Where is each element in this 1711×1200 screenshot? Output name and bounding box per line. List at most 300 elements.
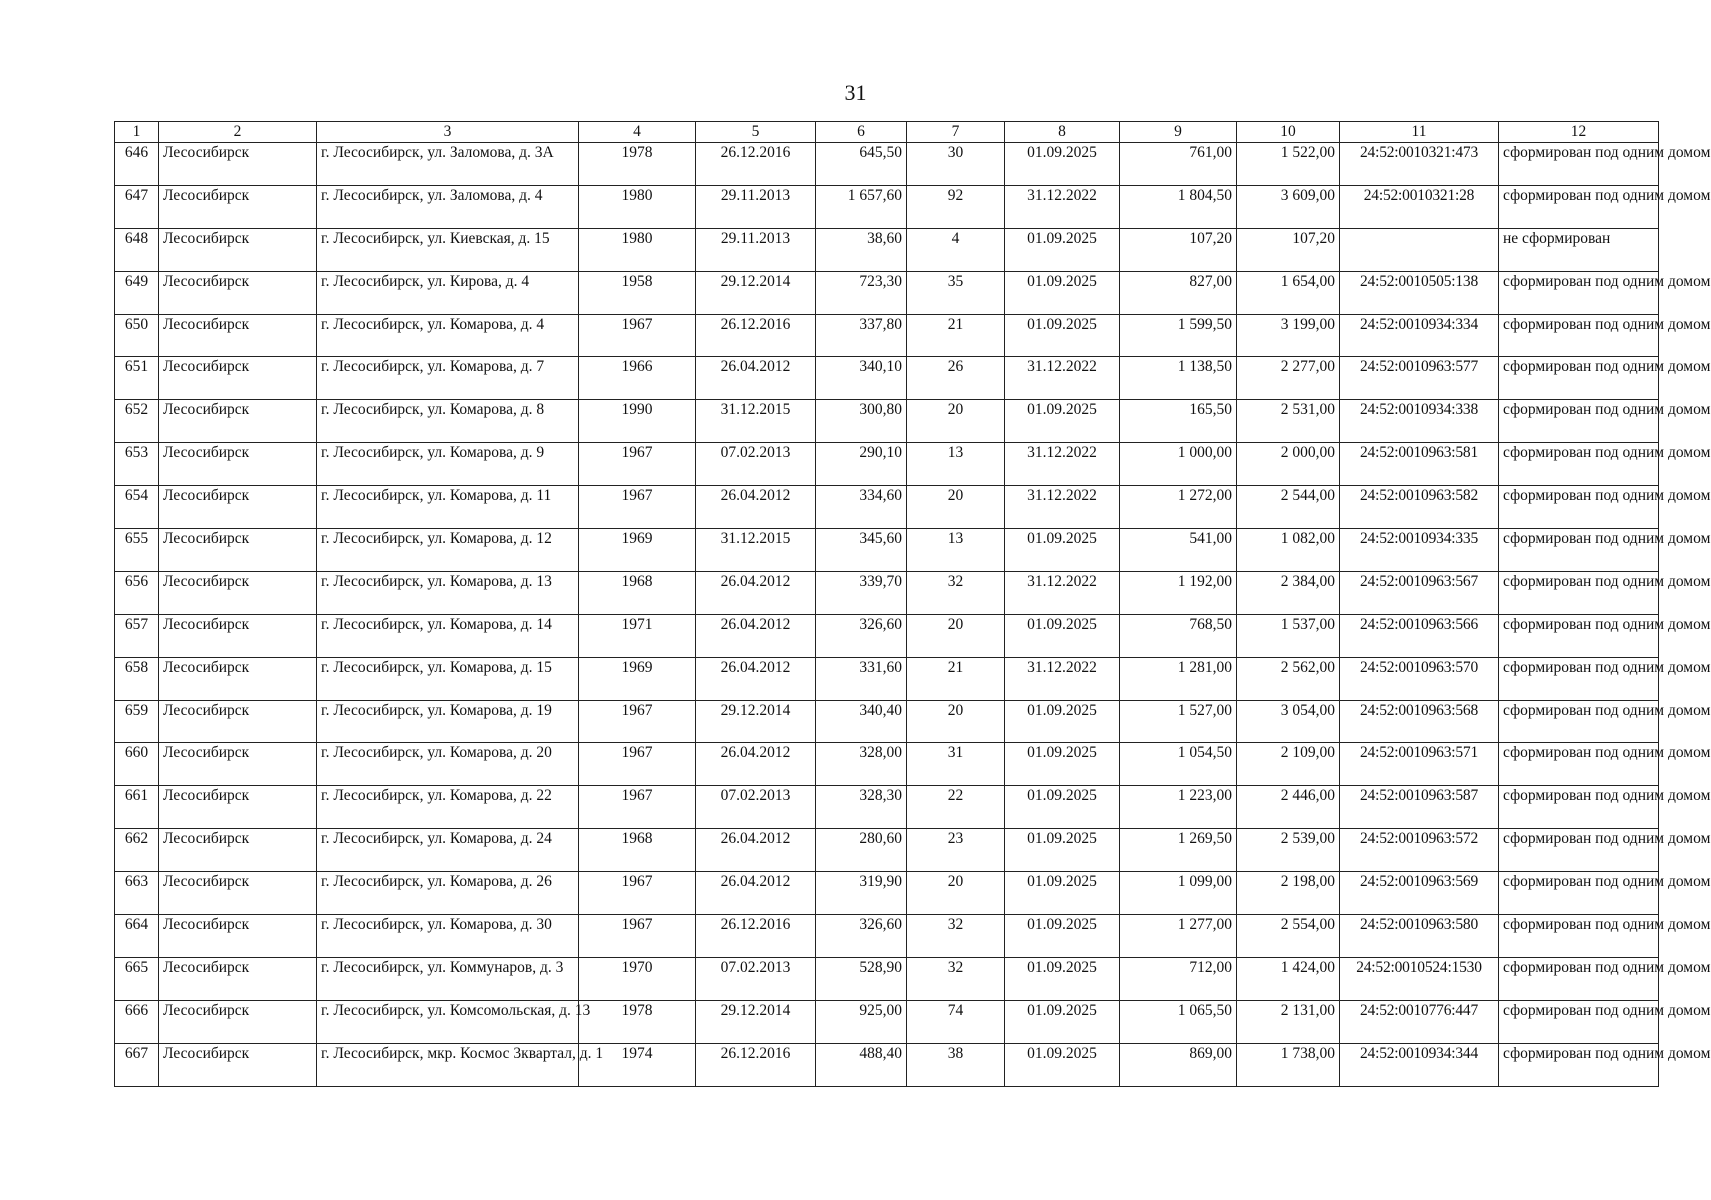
- date-cell: 26.04.2012: [696, 486, 816, 529]
- amount-cell: 1 269,50: [1120, 829, 1237, 872]
- deadline-cell: 01.09.2025: [1005, 872, 1120, 915]
- area-cell: 334,60: [816, 486, 907, 529]
- area-cell: 1 657,60: [816, 185, 907, 228]
- amount-cell: 827,00: [1120, 271, 1237, 314]
- date-cell: 31.12.2015: [696, 529, 816, 572]
- table-row: [115, 614, 1659, 657]
- table-row: [115, 786, 1659, 829]
- date-cell: 26.04.2012: [696, 357, 816, 400]
- address-cell: г. Лесосибирск, ул. Комсомольская, д. 13: [317, 1000, 579, 1043]
- column-header: 10: [1237, 122, 1340, 143]
- cadastral-number-cell: 24:52:0010524:1530: [1340, 957, 1499, 1000]
- amount-cell: 107,20: [1120, 228, 1237, 271]
- status-cell: сформирован под одним домом: [1499, 357, 1659, 400]
- status-cell: сформирован под одним домом: [1499, 571, 1659, 614]
- city-cell: Лесосибирск: [159, 185, 317, 228]
- total-amount-cell: 2 446,00: [1237, 786, 1340, 829]
- address-cell: г. Лесосибирск, ул. Комарова, д. 15: [317, 657, 579, 700]
- table-row: [115, 443, 1659, 486]
- year-cell: 1967: [579, 314, 696, 357]
- year-cell: 1967: [579, 872, 696, 915]
- year-cell: 1978: [579, 143, 696, 186]
- address-cell: г. Лесосибирск, ул. Комарова, д. 11: [317, 486, 579, 529]
- area-cell: 38,60: [816, 228, 907, 271]
- amount-cell: 1 277,00: [1120, 915, 1237, 958]
- total-amount-cell: 3 199,00: [1237, 314, 1340, 357]
- row-number: 655: [115, 529, 159, 572]
- count-cell: 92: [907, 185, 1005, 228]
- area-cell: 328,30: [816, 786, 907, 829]
- count-cell: 13: [907, 529, 1005, 572]
- area-cell: 328,00: [816, 743, 907, 786]
- city-cell: Лесосибирск: [159, 957, 317, 1000]
- table-row: [115, 529, 1659, 572]
- city-cell: Лесосибирск: [159, 143, 317, 186]
- cadastral-number-cell: 24:52:0010776:447: [1340, 1000, 1499, 1043]
- total-amount-cell: 2 562,00: [1237, 657, 1340, 700]
- city-cell: Лесосибирск: [159, 529, 317, 572]
- city-cell: Лесосибирск: [159, 314, 317, 357]
- status-cell: сформирован под одним домом: [1499, 1043, 1659, 1086]
- cadastral-number-cell: 24:52:0010963:567: [1340, 571, 1499, 614]
- count-cell: 74: [907, 1000, 1005, 1043]
- column-header: 7: [907, 122, 1005, 143]
- address-cell: г. Лесосибирск, ул. Комарова, д. 30: [317, 915, 579, 958]
- row-number: 658: [115, 657, 159, 700]
- total-amount-cell: 3 054,00: [1237, 700, 1340, 743]
- page-number: 31: [844, 80, 867, 105]
- deadline-cell: 01.09.2025: [1005, 957, 1120, 1000]
- count-cell: 23: [907, 829, 1005, 872]
- table-row: [115, 271, 1659, 314]
- total-amount-cell: 1 522,00: [1237, 143, 1340, 186]
- deadline-cell: 01.09.2025: [1005, 400, 1120, 443]
- total-amount-cell: 3 609,00: [1237, 185, 1340, 228]
- status-cell: сформирован под одним домом: [1499, 957, 1659, 1000]
- amount-cell: 1 272,00: [1120, 486, 1237, 529]
- year-cell: 1971: [579, 614, 696, 657]
- date-cell: 31.12.2015: [696, 400, 816, 443]
- area-cell: 339,70: [816, 571, 907, 614]
- date-cell: 26.04.2012: [696, 657, 816, 700]
- amount-cell: 869,00: [1120, 1043, 1237, 1086]
- deadline-cell: 01.09.2025: [1005, 700, 1120, 743]
- count-cell: 20: [907, 700, 1005, 743]
- city-cell: Лесосибирск: [159, 614, 317, 657]
- table-row: [115, 829, 1659, 872]
- deadline-cell: 01.09.2025: [1005, 271, 1120, 314]
- status-cell: не сформирован: [1499, 228, 1659, 271]
- total-amount-cell: 2 544,00: [1237, 486, 1340, 529]
- deadline-cell: 31.12.2022: [1005, 657, 1120, 700]
- row-number: 656: [115, 571, 159, 614]
- table-row: [115, 571, 1659, 614]
- address-cell: г. Лесосибирск, ул. Комарова, д. 19: [317, 700, 579, 743]
- city-cell: Лесосибирск: [159, 400, 317, 443]
- deadline-cell: 01.09.2025: [1005, 915, 1120, 958]
- address-cell: г. Лесосибирск, ул. Комарова, д. 24: [317, 829, 579, 872]
- total-amount-cell: 1 654,00: [1237, 271, 1340, 314]
- total-amount-cell: 2 198,00: [1237, 872, 1340, 915]
- address-cell: г. Лесосибирск, ул. Заломова, д. 3А: [317, 143, 579, 186]
- deadline-cell: 01.09.2025: [1005, 314, 1120, 357]
- area-cell: 337,80: [816, 314, 907, 357]
- address-cell: г. Лесосибирск, мкр. Космос 3квартал, д. 1: [317, 1043, 579, 1086]
- status-cell: сформирован под одним домом: [1499, 915, 1659, 958]
- count-cell: 32: [907, 571, 1005, 614]
- column-header: 3: [317, 122, 579, 143]
- count-cell: 20: [907, 614, 1005, 657]
- address-cell: г. Лесосибирск, ул. Комарова, д. 7: [317, 357, 579, 400]
- city-cell: Лесосибирск: [159, 829, 317, 872]
- year-cell: 1967: [579, 743, 696, 786]
- address-cell: г. Лесосибирск, ул. Коммунаров, д. 3: [317, 957, 579, 1000]
- total-amount-cell: 2 109,00: [1237, 743, 1340, 786]
- total-amount-cell: 1 082,00: [1237, 529, 1340, 572]
- row-number: 659: [115, 700, 159, 743]
- row-number: 657: [115, 614, 159, 657]
- year-cell: 1980: [579, 228, 696, 271]
- cadastral-number-cell: 24:52:0010963:580: [1340, 915, 1499, 958]
- table-row: [115, 486, 1659, 529]
- column-number-row: [115, 122, 1659, 143]
- year-cell: 1967: [579, 443, 696, 486]
- row-number: 652: [115, 400, 159, 443]
- table-row: [115, 872, 1659, 915]
- date-cell: 26.04.2012: [696, 872, 816, 915]
- total-amount-cell: 2 531,00: [1237, 400, 1340, 443]
- area-cell: 280,60: [816, 829, 907, 872]
- status-cell: сформирован под одним домом: [1499, 872, 1659, 915]
- amount-cell: 712,00: [1120, 957, 1237, 1000]
- year-cell: 1966: [579, 357, 696, 400]
- address-cell: г. Лесосибирск, ул. Комарова, д. 22: [317, 786, 579, 829]
- date-cell: 26.04.2012: [696, 571, 816, 614]
- amount-cell: 1 804,50: [1120, 185, 1237, 228]
- deadline-cell: 01.09.2025: [1005, 1000, 1120, 1043]
- cadastral-number-cell: 24:52:0010963:582: [1340, 486, 1499, 529]
- table-row: [115, 357, 1659, 400]
- area-cell: 340,10: [816, 357, 907, 400]
- cadastral-number-cell: 24:52:0010963:577: [1340, 357, 1499, 400]
- city-cell: Лесосибирск: [159, 357, 317, 400]
- row-number: 666: [115, 1000, 159, 1043]
- amount-cell: 1 099,00: [1120, 872, 1237, 915]
- year-cell: 1974: [579, 1043, 696, 1086]
- date-cell: 29.11.2013: [696, 228, 816, 271]
- deadline-cell: 01.09.2025: [1005, 786, 1120, 829]
- total-amount-cell: 1 424,00: [1237, 957, 1340, 1000]
- date-cell: 26.12.2016: [696, 915, 816, 958]
- city-cell: Лесосибирск: [159, 743, 317, 786]
- address-cell: г. Лесосибирск, ул. Комарова, д. 26: [317, 872, 579, 915]
- table-row: [115, 915, 1659, 958]
- deadline-cell: 01.09.2025: [1005, 228, 1120, 271]
- year-cell: 1967: [579, 700, 696, 743]
- table-row: [115, 657, 1659, 700]
- year-cell: 1968: [579, 829, 696, 872]
- amount-cell: 1 599,50: [1120, 314, 1237, 357]
- cadastral-number-cell: 24:52:0010963:569: [1340, 872, 1499, 915]
- year-cell: 1990: [579, 400, 696, 443]
- cadastral-number-cell: 24:52:0010934:335: [1340, 529, 1499, 572]
- cadastral-number-cell: 24:52:0010934:334: [1340, 314, 1499, 357]
- area-cell: 488,40: [816, 1043, 907, 1086]
- city-cell: Лесосибирск: [159, 443, 317, 486]
- column-header: 12: [1499, 122, 1659, 143]
- deadline-cell: 01.09.2025: [1005, 743, 1120, 786]
- year-cell: 1967: [579, 786, 696, 829]
- cadastral-number-cell: 24:52:0010321:28: [1340, 185, 1499, 228]
- date-cell: 29.12.2014: [696, 1000, 816, 1043]
- cadastral-number-cell: 24:52:0010505:138: [1340, 271, 1499, 314]
- deadline-cell: 01.09.2025: [1005, 143, 1120, 186]
- status-cell: сформирован под одним домом: [1499, 529, 1659, 572]
- city-cell: Лесосибирск: [159, 700, 317, 743]
- cadastral-number-cell: 24:52:0010963:568: [1340, 700, 1499, 743]
- area-cell: 300,80: [816, 400, 907, 443]
- deadline-cell: 01.09.2025: [1005, 614, 1120, 657]
- row-number: 654: [115, 486, 159, 529]
- status-cell: сформирован под одним домом: [1499, 314, 1659, 357]
- row-number: 647: [115, 185, 159, 228]
- amount-cell: 1 054,50: [1120, 743, 1237, 786]
- table-row: [115, 400, 1659, 443]
- status-cell: сформирован под одним домом: [1499, 1000, 1659, 1043]
- status-cell: сформирован под одним домом: [1499, 185, 1659, 228]
- row-number: 649: [115, 271, 159, 314]
- address-cell: г. Лесосибирск, ул. Комарова, д. 4: [317, 314, 579, 357]
- area-cell: 290,10: [816, 443, 907, 486]
- amount-cell: 541,00: [1120, 529, 1237, 572]
- row-number: 661: [115, 786, 159, 829]
- total-amount-cell: 2 131,00: [1237, 1000, 1340, 1043]
- date-cell: 07.02.2013: [696, 786, 816, 829]
- city-cell: Лесосибирск: [159, 571, 317, 614]
- cadastral-number-cell: 24:52:0010934:344: [1340, 1043, 1499, 1086]
- status-cell: сформирован под одним домом: [1499, 400, 1659, 443]
- cadastral-number-cell: 24:52:0010963:566: [1340, 614, 1499, 657]
- status-cell: сформирован под одним домом: [1499, 443, 1659, 486]
- address-cell: г. Лесосибирск, ул. Киевская, д. 15: [317, 228, 579, 271]
- count-cell: 35: [907, 271, 1005, 314]
- count-cell: 31: [907, 743, 1005, 786]
- amount-cell: 1 000,00: [1120, 443, 1237, 486]
- housing-register-table: [114, 121, 1711, 1087]
- date-cell: 26.04.2012: [696, 829, 816, 872]
- total-amount-cell: 1 738,00: [1237, 1043, 1340, 1086]
- cadastral-number-cell: 24:52:0010934:338: [1340, 400, 1499, 443]
- count-cell: 20: [907, 400, 1005, 443]
- deadline-cell: 31.12.2022: [1005, 571, 1120, 614]
- row-number: 667: [115, 1043, 159, 1086]
- city-cell: Лесосибирск: [159, 1000, 317, 1043]
- area-cell: 326,60: [816, 915, 907, 958]
- deadline-cell: 01.09.2025: [1005, 829, 1120, 872]
- table-row: [115, 228, 1659, 271]
- address-cell: г. Лесосибирск, ул. Комарова, д. 8: [317, 400, 579, 443]
- column-header: 5: [696, 122, 816, 143]
- date-cell: 26.04.2012: [696, 614, 816, 657]
- year-cell: 1970: [579, 957, 696, 1000]
- city-cell: Лесосибирск: [159, 271, 317, 314]
- cadastral-number-cell: 24:52:0010321:473: [1340, 143, 1499, 186]
- row-number: 663: [115, 872, 159, 915]
- address-cell: г. Лесосибирск, ул. Комарова, д. 13: [317, 571, 579, 614]
- table-row: [115, 143, 1659, 186]
- amount-cell: 761,00: [1120, 143, 1237, 186]
- count-cell: 30: [907, 143, 1005, 186]
- row-number: 651: [115, 357, 159, 400]
- cadastral-number-cell: [1340, 228, 1499, 271]
- amount-cell: 1 527,00: [1120, 700, 1237, 743]
- area-cell: 723,30: [816, 271, 907, 314]
- table-row: [115, 743, 1659, 786]
- deadline-cell: 31.12.2022: [1005, 185, 1120, 228]
- city-cell: Лесосибирск: [159, 657, 317, 700]
- status-cell: сформирован под одним домом: [1499, 271, 1659, 314]
- total-amount-cell: 2 000,00: [1237, 443, 1340, 486]
- column-header: 11: [1340, 122, 1499, 143]
- year-cell: 1969: [579, 657, 696, 700]
- city-cell: Лесосибирск: [159, 228, 317, 271]
- table-row: [115, 1000, 1659, 1043]
- date-cell: 26.12.2016: [696, 314, 816, 357]
- date-cell: 29.11.2013: [696, 185, 816, 228]
- year-cell: 1968: [579, 571, 696, 614]
- city-cell: Лесосибирск: [159, 872, 317, 915]
- column-header: 9: [1120, 122, 1237, 143]
- count-cell: 21: [907, 657, 1005, 700]
- year-cell: 1958: [579, 271, 696, 314]
- date-cell: 07.02.2013: [696, 443, 816, 486]
- column-header: 1: [115, 122, 159, 143]
- address-cell: г. Лесосибирск, ул. Комарова, д. 14: [317, 614, 579, 657]
- row-number: 653: [115, 443, 159, 486]
- address-cell: г. Лесосибирск, ул. Комарова, д. 20: [317, 743, 579, 786]
- row-number: 662: [115, 829, 159, 872]
- status-cell: сформирован под одним домом: [1499, 743, 1659, 786]
- total-amount-cell: 1 537,00: [1237, 614, 1340, 657]
- cadastral-number-cell: 24:52:0010963:570: [1340, 657, 1499, 700]
- cadastral-number-cell: 24:52:0010963:571: [1340, 743, 1499, 786]
- area-cell: 645,50: [816, 143, 907, 186]
- row-number: 650: [115, 314, 159, 357]
- status-cell: сформирован под одним домом: [1499, 614, 1659, 657]
- status-cell: сформирован под одним домом: [1499, 700, 1659, 743]
- column-header: 2: [159, 122, 317, 143]
- count-cell: 38: [907, 1043, 1005, 1086]
- deadline-cell: 31.12.2022: [1005, 443, 1120, 486]
- amount-cell: 1 138,50: [1120, 357, 1237, 400]
- table-row: [115, 314, 1659, 357]
- count-cell: 22: [907, 786, 1005, 829]
- status-cell: сформирован под одним домом: [1499, 829, 1659, 872]
- address-cell: г. Лесосибирск, ул. Кирова, д. 4: [317, 271, 579, 314]
- city-cell: Лесосибирск: [159, 1043, 317, 1086]
- status-cell: сформирован под одним домом: [1499, 657, 1659, 700]
- cadastral-number-cell: 24:52:0010963:581: [1340, 443, 1499, 486]
- city-cell: Лесосибирск: [159, 915, 317, 958]
- date-cell: 07.02.2013: [696, 957, 816, 1000]
- amount-cell: 1 065,50: [1120, 1000, 1237, 1043]
- year-cell: 1967: [579, 915, 696, 958]
- address-cell: г. Лесосибирск, ул. Заломова, д. 4: [317, 185, 579, 228]
- status-cell: сформирован под одним домом: [1499, 486, 1659, 529]
- area-cell: 319,90: [816, 872, 907, 915]
- address-cell: г. Лесосибирск, ул. Комарова, д. 12: [317, 529, 579, 572]
- deadline-cell: 01.09.2025: [1005, 1043, 1120, 1086]
- city-cell: Лесосибирск: [159, 486, 317, 529]
- column-header: 8: [1005, 122, 1120, 143]
- table-row: [115, 700, 1659, 743]
- area-cell: 340,40: [816, 700, 907, 743]
- area-cell: 326,60: [816, 614, 907, 657]
- total-amount-cell: 107,20: [1237, 228, 1340, 271]
- amount-cell: 165,50: [1120, 400, 1237, 443]
- amount-cell: 1 223,00: [1120, 786, 1237, 829]
- cadastral-number-cell: 24:52:0010963:572: [1340, 829, 1499, 872]
- deadline-cell: 31.12.2022: [1005, 357, 1120, 400]
- row-number: 648: [115, 228, 159, 271]
- total-amount-cell: 2 277,00: [1237, 357, 1340, 400]
- total-amount-cell: 2 539,00: [1237, 829, 1340, 872]
- count-cell: 20: [907, 486, 1005, 529]
- amount-cell: 768,50: [1120, 614, 1237, 657]
- status-cell: сформирован под одним домом: [1499, 786, 1659, 829]
- deadline-cell: 01.09.2025: [1005, 529, 1120, 572]
- year-cell: 1967: [579, 486, 696, 529]
- row-number: 646: [115, 143, 159, 186]
- year-cell: 1978: [579, 1000, 696, 1043]
- table-row: [115, 957, 1659, 1000]
- count-cell: 20: [907, 872, 1005, 915]
- date-cell: 26.12.2016: [696, 143, 816, 186]
- year-cell: 1980: [579, 185, 696, 228]
- year-cell: 1969: [579, 529, 696, 572]
- date-cell: 26.04.2012: [696, 743, 816, 786]
- column-header: 6: [816, 122, 907, 143]
- row-number: 665: [115, 957, 159, 1000]
- table-row: [115, 185, 1659, 228]
- row-number: 660: [115, 743, 159, 786]
- address-cell: г. Лесосибирск, ул. Комарова, д. 9: [317, 443, 579, 486]
- area-cell: 345,60: [816, 529, 907, 572]
- total-amount-cell: 2 384,00: [1237, 571, 1340, 614]
- column-header: 4: [579, 122, 696, 143]
- status-cell: сформирован под одним домом: [1499, 143, 1659, 186]
- table-row: [115, 1043, 1659, 1086]
- area-cell: 925,00: [816, 1000, 907, 1043]
- date-cell: 29.12.2014: [696, 271, 816, 314]
- amount-cell: 1 192,00: [1120, 571, 1237, 614]
- count-cell: 26: [907, 357, 1005, 400]
- amount-cell: 1 281,00: [1120, 657, 1237, 700]
- deadline-cell: 31.12.2022: [1005, 486, 1120, 529]
- area-cell: 528,90: [816, 957, 907, 1000]
- area-cell: 331,60: [816, 657, 907, 700]
- count-cell: 4: [907, 228, 1005, 271]
- row-number: 664: [115, 915, 159, 958]
- total-amount-cell: 2 554,00: [1237, 915, 1340, 958]
- date-cell: 26.12.2016: [696, 1043, 816, 1086]
- date-cell: 29.12.2014: [696, 700, 816, 743]
- count-cell: 32: [907, 915, 1005, 958]
- count-cell: 32: [907, 957, 1005, 1000]
- cadastral-number-cell: 24:52:0010963:587: [1340, 786, 1499, 829]
- city-cell: Лесосибирск: [159, 786, 317, 829]
- count-cell: 21: [907, 314, 1005, 357]
